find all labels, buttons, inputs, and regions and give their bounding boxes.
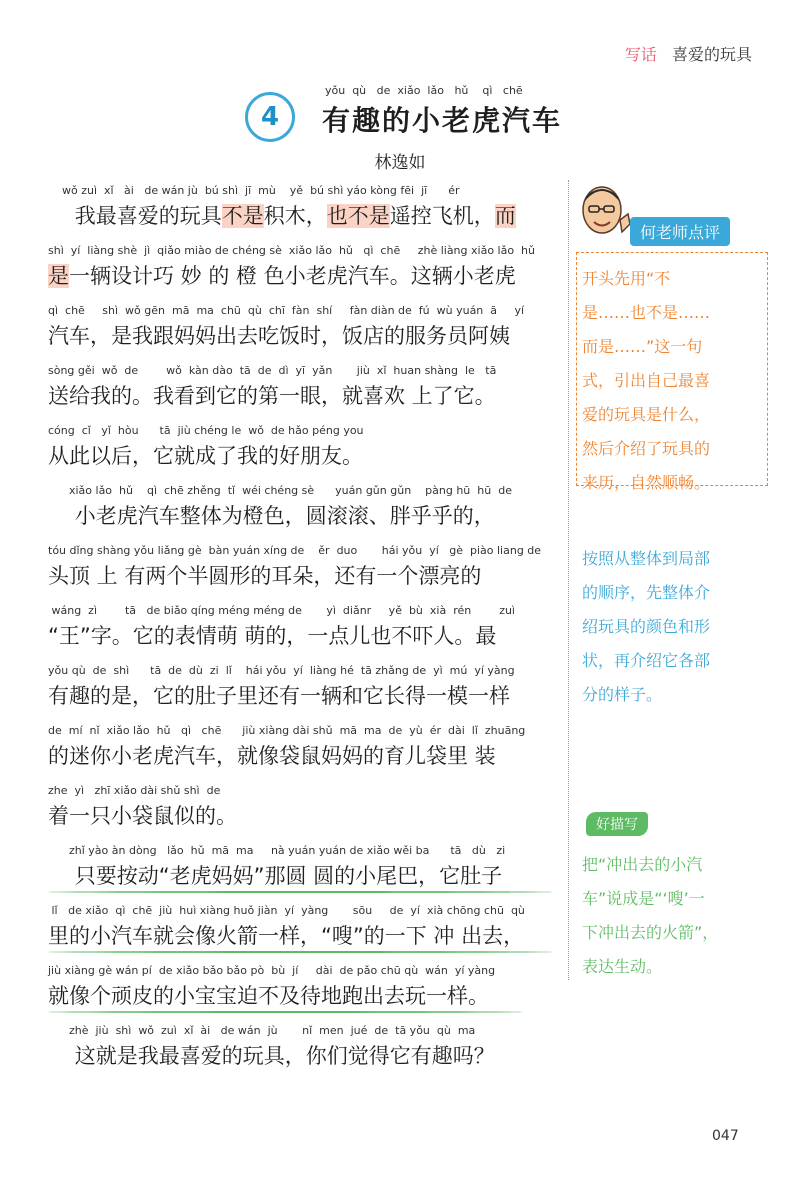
line-text	[48, 920, 524, 950]
teacher-note-description: 把“冲出去的小汽 车”说成是“‘嗖’一 下冲出去的火箭”， 表达生动。	[582, 855, 719, 976]
line-pinyin: lǐ de xiǎo qì chē jiù huì xiàng huǒ jiàn yí yàng sōu de yí xià chōng chū qù	[48, 904, 525, 917]
line-text	[48, 380, 496, 410]
highlighted-text: 而	[494, 204, 516, 228]
teacher-note-structure: 按照从整体到局部 的顺序，先整体介 绍玩具的颜色和形 状，再介绍它各部 分的样子。	[582, 549, 711, 704]
line-pinyin: qì chē shì wǒ gēn mā ma chū qù chī fàn shí fàn diàn de fú wù yuán ā yí	[48, 304, 525, 317]
line-text	[48, 320, 510, 350]
essay-line	[48, 180, 553, 240]
text-span: 头顶 上 有两个半圆形的耳朵，还有一个漂亮的	[48, 564, 482, 588]
text-span: 这就是我最喜爱的玩具，你们觉得它有趣吗？	[48, 1044, 495, 1068]
line-text	[48, 1040, 495, 1070]
line-pinyin: shì yí liàng shè jì qiǎo miào de chéng sè xiǎo lǎo hǔ qì chē zhè liàng xiǎo lǎo hǔ	[48, 244, 536, 257]
lesson-number-badge: 4	[245, 92, 295, 142]
teacher-note-opening: 开头先用“不 是……也不是…… 而是……”这一句 式，引出自己最喜 爱的玩具是什么， 然后介绍了玩具的 来历，自然顺畅。	[582, 269, 711, 492]
header-category: 写话	[624, 45, 657, 64]
line-text	[48, 440, 363, 470]
line-text	[48, 980, 489, 1010]
page-header	[625, 42, 752, 65]
essay-line	[48, 480, 553, 540]
line-pinyin: yǒu qù de shì tā de dù zi lǐ hái yǒu yí liàng hé tā zhǎng de yì mú yí yàng	[48, 664, 515, 677]
teacher-avatar-icon	[576, 180, 632, 242]
green-underline	[48, 891, 553, 893]
line-pinyin: tóu dǐng shàng yǒu liǎng gè bàn yuán xíng de ěr duo hái yǒu yí gè piào liang de	[48, 544, 542, 557]
green-underline	[48, 951, 553, 953]
text-span: 我最喜爱的玩具	[48, 204, 222, 228]
essay-line	[48, 420, 553, 480]
line-text	[48, 560, 481, 590]
page-number: 047	[712, 1128, 739, 1144]
text-span: 着一只小袋鼠似的。	[48, 804, 237, 828]
line-pinyin: cóng cǐ yǐ hòu tā jiù chéng le wǒ de hǎo péng you	[48, 424, 364, 437]
line-text	[48, 200, 516, 230]
text-span: 就像个顽皮的小宝宝迫不及待地跑出去玩一样。	[48, 984, 489, 1008]
line-pinyin: wáng zì tā de biǎo qíng méng méng de yì diǎnr yě bù xià rén zuì	[48, 604, 515, 617]
line-text	[48, 620, 496, 650]
line-text	[48, 680, 510, 710]
essay-line	[48, 780, 553, 840]
header-subtitle: 喜爱的玩具	[671, 45, 752, 64]
text-span: 一辆设计巧 妙 的 橙 色小老虎汽车。这辆小老虎	[69, 264, 516, 288]
sidebar-divider	[568, 180, 569, 980]
essay-line	[48, 300, 553, 360]
line-pinyin: jiù xiàng gè wán pí de xiǎo bǎo bǎo pò bù jí dài de pǎo chū qù wán yí yàng	[48, 964, 496, 977]
text-span: 从此以后，它就成了我的好朋友。	[48, 444, 363, 468]
green-underline	[48, 1011, 523, 1013]
text-span: 汽车，是我跟妈妈出去吃饭时，饭店的服务员阿姨	[48, 324, 510, 348]
text-span: 小老虎汽车整体为橙色，圆滚滚、胖乎乎的，	[48, 504, 495, 528]
essay-line	[48, 600, 553, 660]
essay-body	[48, 180, 553, 1080]
essay-line	[48, 1020, 553, 1080]
essay-line	[48, 960, 553, 1020]
title-pinyin: yǒu qù de xiǎo lǎo hǔ qì chē	[325, 84, 523, 97]
text-span: 积木，	[263, 204, 327, 228]
text-span: 的迷你小老虎汽车，就像袋鼠妈妈的育儿袋里 装	[48, 744, 496, 768]
essay-line	[48, 240, 553, 300]
text-span: 只要按动“老虎妈妈”那圆 圆的小尾巴，它肚子	[48, 864, 503, 888]
title-row	[0, 84, 800, 144]
essay-line	[48, 720, 553, 780]
essay-line	[48, 840, 553, 900]
line-pinyin: zhe yì zhī xiǎo dài shǔ shì de	[48, 784, 221, 797]
line-text	[48, 800, 237, 830]
line-text	[48, 860, 502, 890]
essay-line	[48, 900, 553, 960]
text-span: “王”字。它的表情萌 萌的，一点儿也不吓人。最	[48, 624, 497, 648]
line-pinyin: zhǐ yào àn dòng lǎo hǔ mā ma nà yuán yuán de xiǎo wěi ba tā dù zi	[48, 844, 506, 857]
essay-line	[48, 360, 553, 420]
highlighted-text: 是	[48, 264, 69, 288]
author-name: 林逸如	[374, 153, 426, 173]
teacher-comment-tag: 何老师点评	[630, 217, 730, 246]
page-title: 有趣的小老虎汽车	[322, 104, 563, 137]
highlighted-text: 也不是	[326, 204, 390, 228]
essay-line	[48, 660, 553, 720]
essay-line	[48, 540, 553, 600]
text-span: 里的小汽车就会像火箭一样，“嗖”的一下 冲 出去，	[48, 924, 525, 948]
line-text	[48, 740, 496, 770]
line-pinyin: de mí nǐ xiǎo lǎo hǔ qì chē jiù xiàng dài shǔ mā ma de yù ér dài lǐ zhuāng	[48, 724, 526, 737]
line-pinyin: sòng gěi wǒ de wǒ kàn dào tā de dì yī yǎn jiù xǐ huan shàng le tā	[48, 364, 497, 377]
text-span: 送给我的。我看到它的第一眼，就喜欢 上了它。	[48, 384, 496, 408]
line-pinyin: wǒ zuì xǐ ài de wán jù bú shì jī mù yě bú shì yáo kòng fēi jī ér	[48, 184, 460, 197]
highlighted-text: 不是	[221, 204, 264, 228]
line-pinyin: xiǎo lǎo hǔ qì chē zhěng tǐ wéi chéng sè yuán gǔn gǔn pàng hū hū de	[48, 484, 512, 497]
line-text	[48, 500, 495, 530]
line-text	[48, 260, 516, 290]
text-span: 有趣的是，它的肚子里还有一辆和它长得一模一样	[48, 684, 510, 708]
line-pinyin: zhè jiù shì wǒ zuì xǐ ài de wán jù nǐ men jué de tā yǒu qù ma	[48, 1024, 476, 1037]
text-span: 遥控飞机，	[389, 204, 495, 228]
good-writing-tag: 好描写	[586, 812, 648, 836]
